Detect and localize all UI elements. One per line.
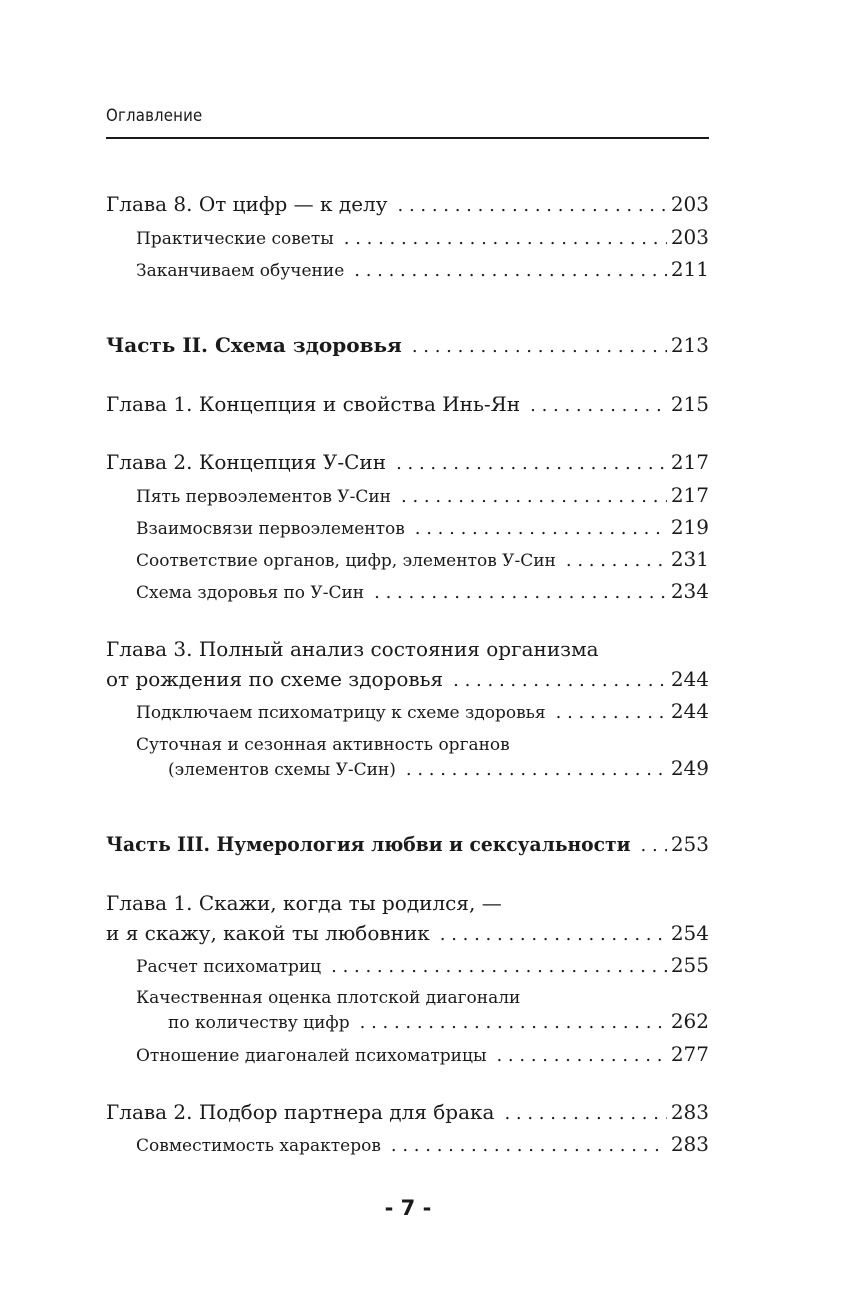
toc-leader-dots [406, 755, 667, 785]
toc-entry-organ-correspondence[interactable] [136, 544, 709, 574]
toc-entry-organ-activity[interactable] [168, 753, 709, 783]
toc-entry-chapter-8[interactable] [106, 189, 709, 219]
page-number: - 7 - [384, 1196, 432, 1220]
toc-leader-dots [401, 482, 667, 512]
toc-entry-title: Пять первоэлементов У-Син [136, 487, 391, 507]
toc-leader-dots [504, 1099, 666, 1129]
toc-leader-dots [398, 191, 667, 221]
toc-entry-title: Заканчиваем обучение [136, 261, 345, 281]
toc-entry-practical-tips[interactable] [136, 222, 709, 252]
toc-entry-title: Подключаем психоматрицу к схеме здоровья [136, 703, 546, 723]
toc-entry-page: 213 [670, 333, 709, 357]
toc-leader-dots [331, 952, 667, 982]
toc-leader-dots [530, 391, 667, 421]
toc-leader-dots [440, 920, 667, 950]
toc-entry-title: Отношение диагоналей психоматрицы [136, 1046, 487, 1066]
toc-entry-title: Глава 2. Подбор партнера для брака [106, 1100, 495, 1124]
toc-entry-health-scheme[interactable] [136, 576, 709, 606]
toc-entry-part-2[interactable] [106, 330, 709, 360]
toc-entry-p2-chapter-3-line1[interactable]: Глава 3. Полный анализ состояния организма [106, 637, 599, 661]
toc-entry-page: 203 [670, 225, 709, 249]
toc-leader-dots [412, 332, 667, 362]
toc-entry-page: 244 [670, 667, 709, 691]
toc-leader-dots [374, 578, 667, 608]
toc-entry-organ-activity-line1[interactable]: Суточная и сезонная активность органов [136, 735, 510, 755]
toc-entry-part-3[interactable] [106, 829, 709, 859]
toc-leader-dots [641, 831, 667, 861]
toc-entry-page: 253 [670, 832, 709, 856]
toc-entry-title: Часть III. Нумерология любви и сексуальности [106, 832, 631, 856]
toc-entry-title: Соответствие органов, цифр, элементов У-Син [136, 551, 556, 571]
toc-entry-title: от рождения по схеме здоровья [106, 667, 444, 691]
toc-entry-page: 249 [670, 756, 709, 780]
toc-entry-page: 262 [670, 1009, 709, 1033]
toc-entry-page: 254 [670, 921, 709, 945]
toc-entry-page: 219 [670, 515, 709, 539]
toc-entry-title: Схема здоровья по У-Син [136, 583, 365, 603]
toc-entry-title: Взаимосвязи первоэлементов [136, 519, 405, 539]
toc-entry-p3-chapter-1[interactable] [106, 918, 709, 948]
toc-leader-dots [396, 449, 667, 479]
toc-entry-p3-chapter-2[interactable] [106, 1097, 709, 1127]
toc-entry-element-relations[interactable] [136, 512, 709, 542]
toc-entry-connect-psychomatrix[interactable] [136, 696, 709, 726]
toc-leader-dots [496, 1041, 666, 1071]
header-rule [106, 137, 709, 139]
toc-leader-dots [391, 1131, 667, 1161]
toc-leader-dots [415, 514, 667, 544]
toc-entry-title: (элементов схемы У-Син) [168, 760, 396, 780]
toc-entry-diagonal-assessment-line1[interactable]: Качественная оценка плотской диагонали [136, 988, 521, 1008]
toc-entry-p2-chapter-1[interactable] [106, 389, 709, 419]
toc-entry-psychomatrix-calc[interactable] [136, 950, 709, 980]
toc-entry-title: Совместимость характеров [136, 1136, 381, 1156]
toc-leader-dots [556, 698, 667, 728]
toc-entry-five-elements[interactable] [136, 480, 709, 510]
toc-entry-title: Глава 1. Концепция и свойства Инь-Ян [106, 392, 521, 416]
toc-entry-finishing-training[interactable] [136, 254, 709, 284]
toc-entry-title: Практические советы [136, 229, 334, 249]
toc-entry-page: 215 [670, 392, 709, 416]
running-head: Оглавление [106, 106, 203, 126]
toc-entry-p2-chapter-3[interactable] [106, 664, 709, 694]
toc-entry-diagonals-ratio[interactable] [136, 1039, 709, 1069]
toc-entry-title: Глава 2. Концепция У-Син [106, 450, 387, 474]
toc-entry-character-compatibility[interactable] [136, 1129, 709, 1159]
toc-leader-dots [344, 224, 667, 254]
toc-entry-title: Часть II. Схема здоровья [106, 333, 402, 357]
toc-leader-dots [566, 546, 667, 576]
toc-entry-title: Расчет психоматриц [136, 957, 322, 977]
toc-entry-page: 277 [670, 1042, 709, 1066]
toc-entry-title: по количеству цифр [168, 1013, 350, 1033]
toc-entry-page: 231 [670, 547, 709, 571]
toc-entry-page: 203 [670, 192, 709, 216]
toc-leader-dots [360, 1008, 667, 1038]
toc-entry-page: 234 [670, 579, 709, 603]
toc-entry-title: и я скажу, какой ты любовник [106, 921, 430, 945]
toc-entry-page: 217 [670, 450, 709, 474]
toc-entry-page: 255 [670, 953, 709, 977]
toc-entry-diagonal-assessment[interactable] [168, 1006, 709, 1036]
toc-entry-p2-chapter-2[interactable] [106, 447, 709, 477]
toc-entry-page: 211 [670, 257, 709, 281]
toc-leader-dots [453, 666, 667, 696]
toc-entry-page: 283 [670, 1132, 709, 1156]
toc-entry-page: 283 [670, 1100, 709, 1124]
toc-entry-title: Глава 8. От цифр — к делу [106, 192, 388, 216]
toc-leader-dots [354, 256, 667, 286]
toc-entry-page: 244 [670, 699, 709, 723]
toc-entry-p3-chapter-1-line1[interactable]: Глава 1. Скажи, когда ты родился, — [106, 891, 502, 915]
toc-entry-page: 217 [670, 483, 709, 507]
